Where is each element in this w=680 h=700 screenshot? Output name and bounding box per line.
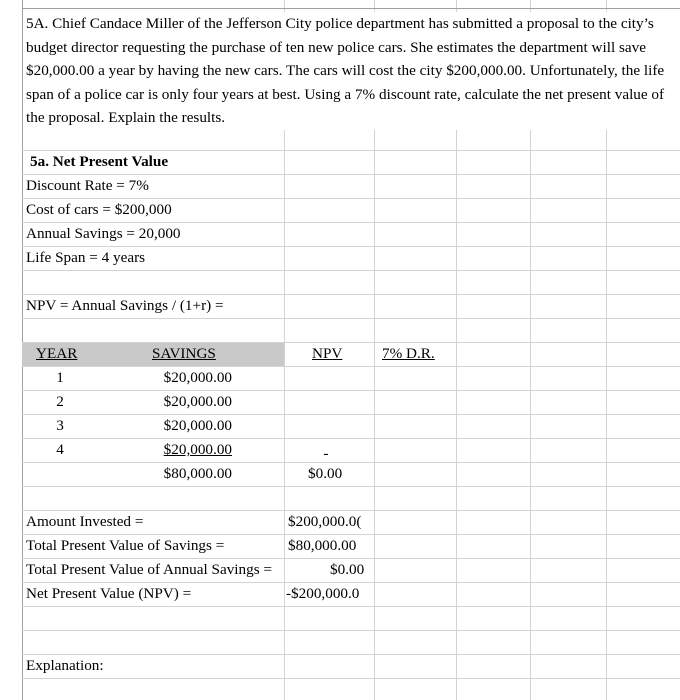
cost-cell: Cost of cars = $200,000 (26, 201, 172, 218)
grid-line (22, 270, 680, 271)
problem-statement: 5A. Chief Candace Miller of the Jefferson City police department has submitted a proposal to the city’s budget director requesting the purchase of ten new police cars. She estimates the department will save $20,000.00 a year by having the new cars. The cars will cost the city $200,000.00. Unfortunately, the life span of a police car is only four years at best. Using a 7% discount rate, calculate the net present value of the proposal. Explain the results. (26, 12, 666, 130)
row-year: 1 (56, 369, 64, 386)
grid-line (22, 462, 680, 463)
amount-invested-value: $200,000.0( (288, 511, 374, 533)
grid-line (22, 390, 680, 391)
row-year: 3 (56, 417, 64, 434)
grid-line (22, 8, 680, 9)
npv-label: Net Present Value (NPV) = (26, 583, 191, 605)
grid-line (22, 486, 680, 487)
grid-line (22, 366, 680, 367)
grid-line (22, 606, 680, 607)
row-npv: - (323, 445, 329, 462)
npv-value: -$200,000.0 (286, 583, 374, 605)
grid-line (22, 654, 680, 655)
section-title: 5a. Net Present Value (30, 153, 169, 170)
tpv-annual-label: Total Present Value of Annual Savings = (26, 559, 272, 581)
tpv-savings-label: Total Present Value of Savings = (26, 535, 224, 557)
row-savings: $20,000.00 (163, 369, 232, 386)
grid-line (22, 414, 680, 415)
discount-rate-cell: Discount Rate = 7% (26, 177, 149, 194)
tpv-annual-value: $0.00 (330, 559, 364, 581)
annual-savings-cell: Annual Savings = 20,000 (26, 225, 181, 242)
row-savings: $20,000.00 (163, 417, 232, 434)
total-savings: $80,000.00 (163, 465, 232, 482)
row-year: 2 (56, 393, 64, 410)
explanation-label: Explanation: (26, 655, 104, 677)
header-savings: SAVINGS (152, 345, 216, 362)
grid-line (22, 678, 680, 679)
total-npv: $0.00 (308, 465, 343, 482)
row-savings: $20,000.00 (163, 441, 232, 458)
row-savings: $20,000.00 (163, 393, 232, 410)
row-year: 4 (56, 441, 64, 458)
grid-line (22, 318, 680, 319)
formula-cell: NPV = Annual Savings / (1+r) = (26, 297, 224, 314)
grid-line (22, 630, 680, 631)
header-dr: 7% D.R. (382, 345, 435, 362)
life-span-cell: Life Span = 4 years (26, 249, 146, 266)
header-npv: NPV (312, 345, 343, 362)
amount-invested-label: Amount Invested = (26, 511, 143, 533)
header-year: YEAR (36, 345, 78, 362)
tpv-savings-value: $80,000.00 (288, 535, 356, 557)
grid-line (22, 438, 680, 439)
